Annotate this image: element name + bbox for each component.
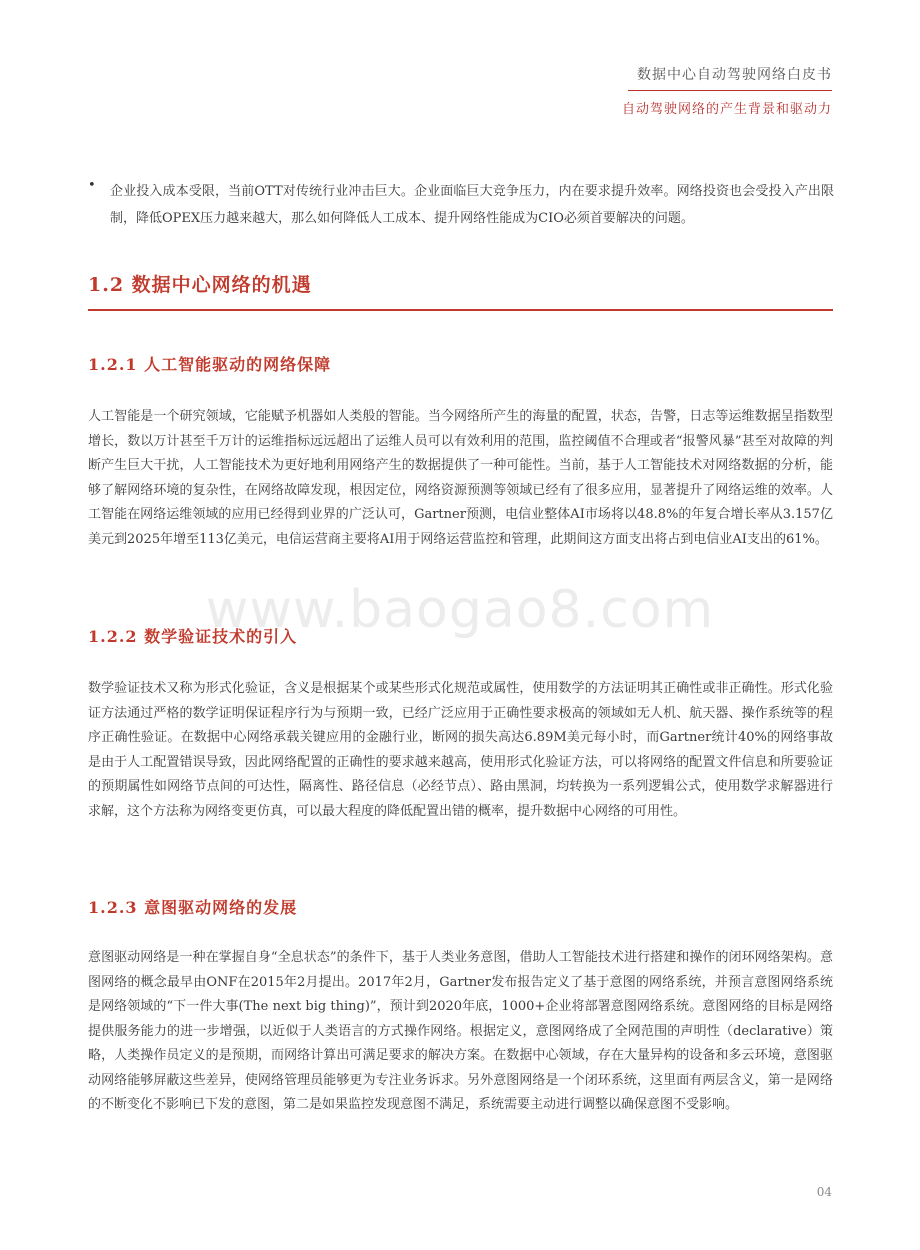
subsection-body: 数学验证技术又称为形式化验证，含义是根据某个或某些形式化规范或属性，使用数学的方法证明其正确性或非正确性。形式化验证方法通过严格的数学证明保证程序行为与预期一致，已经广泛应用于正确性要求极高的领域如无人机、航天器、操作系统等的程序正确性验证。在数据中心网络承载关键应用的金融行业，断网的损失高达6.89M美元每小时，而Gartner统计40%的网络事故是由于人工配置错误导致，因此网络配置的正确性的要求越来越高，使用形式化验证方法，可以将网络的配置文件信息和所要验证的预期属性如网络节点间的可达性，隔离性、路径信息（必经节点）、路由黑洞，均转换为一系列逻辑公式，使用数学求解器进行求解，这个方法称为网络变更仿真，可以最大程度的降低配置出错的概率，提升数据中心网络的可用性。 xyxy=(88,681,833,819)
header-divider xyxy=(628,90,832,91)
chapter-subtitle: 自动驾驶网络的产生背景和驱动力 xyxy=(621,102,832,117)
subsection-heading: 1.2.1 人工智能驱动的网络保障 xyxy=(88,355,332,374)
bullet-text: 企业投入成本受限，当前OTT对传统行业冲击巨大。企业面临巨大竞争压力，内在要求提升效率。网络投资也会受投入产出限制，降低OPEX压力越来越大，那么如何降低人工成本、提升网络性能成为CIO必须首要解决的问题。 xyxy=(110,184,834,226)
subsection-body: 意图驱动网络是一种在掌握自身“全息状态”的条件下，基于人类业务意图，借助人工智能技术进行搭建和操作的闭环网络架构。意图网络的概念最早由ONF在2015年2月提出。2017年2月，Gartner发布报告定义了基于意图的网络系统，并预言意图网络系统是网络领域的“下一件大事(The next big thing)”，预计到2020年底，1000+企业将部署意图网络系统。意图网络的目标是网络提供服务能力的进一步增强，以近似于人类语言的方式操作网络。根据定义，意图网络成了全网范围的声明性（declarative）策略，人类操作员定义的是预期，而网络计算出可满足要求的解决方案。在数据中心领域，存在大量异构的设备和多云环境，意图驱动网络能够屏蔽这些差异，使网络管理员能够更为专注业务诉求。另外意图网络是一个闭环系统，这里面有两层含义，第一是网络的不断变化不影响已下发的意图，第二是如果监控发现意图不满足，系统需要主动进行调整以确保意图不受影响。 xyxy=(88,950,833,1112)
bullet-icon: • xyxy=(88,178,96,193)
subsection-body: 人工智能是一个研究领域，它能赋予机器如人类般的智能。当今网络所产生的海量的配置，状态，告警，日志等运维数据呈指数型增长，数以万计甚至千万计的运维指标远远超出了运维人员可以有效利用的范围，监控阈值不合理或者“报警风暴”甚至对故障的判断产生巨大干扰，人工智能技术为更好地利用网络产生的数据提供了一种可能性。当前，基于人工智能技术对网络数据的分析，能够了解网络环境的复杂性，在网络故障发现，根因定位，网络资源预测等领域已经有了很多应用，显著提升了网络运维的效率。人工智能在网络运维领域的应用已经得到业界的广泛认可，Gartner预测，电信业整体AI市场将以48.8%的年复合增长率从3.157亿美元到2025年增至113亿美元，电信运营商主要将AI用于网络运营监控和管理，此期间这方面支出将占到电信业AI支出的61%。 xyxy=(88,409,833,547)
subsection-heading: 1.2.2 数学验证技术的引入 xyxy=(88,627,298,646)
page-number: 04 xyxy=(816,1185,832,1199)
watermark: www.baogao8.com xyxy=(205,580,715,640)
section-heading: 1.2 数据中心网络的机遇 xyxy=(88,274,312,296)
bullet-list-item xyxy=(88,178,834,232)
subsection-heading: 1.2.3 意图驱动网络的发展 xyxy=(88,898,298,917)
document-title: 数据中心自动驾驶网络白皮书 xyxy=(637,67,832,83)
section-divider xyxy=(88,309,833,311)
